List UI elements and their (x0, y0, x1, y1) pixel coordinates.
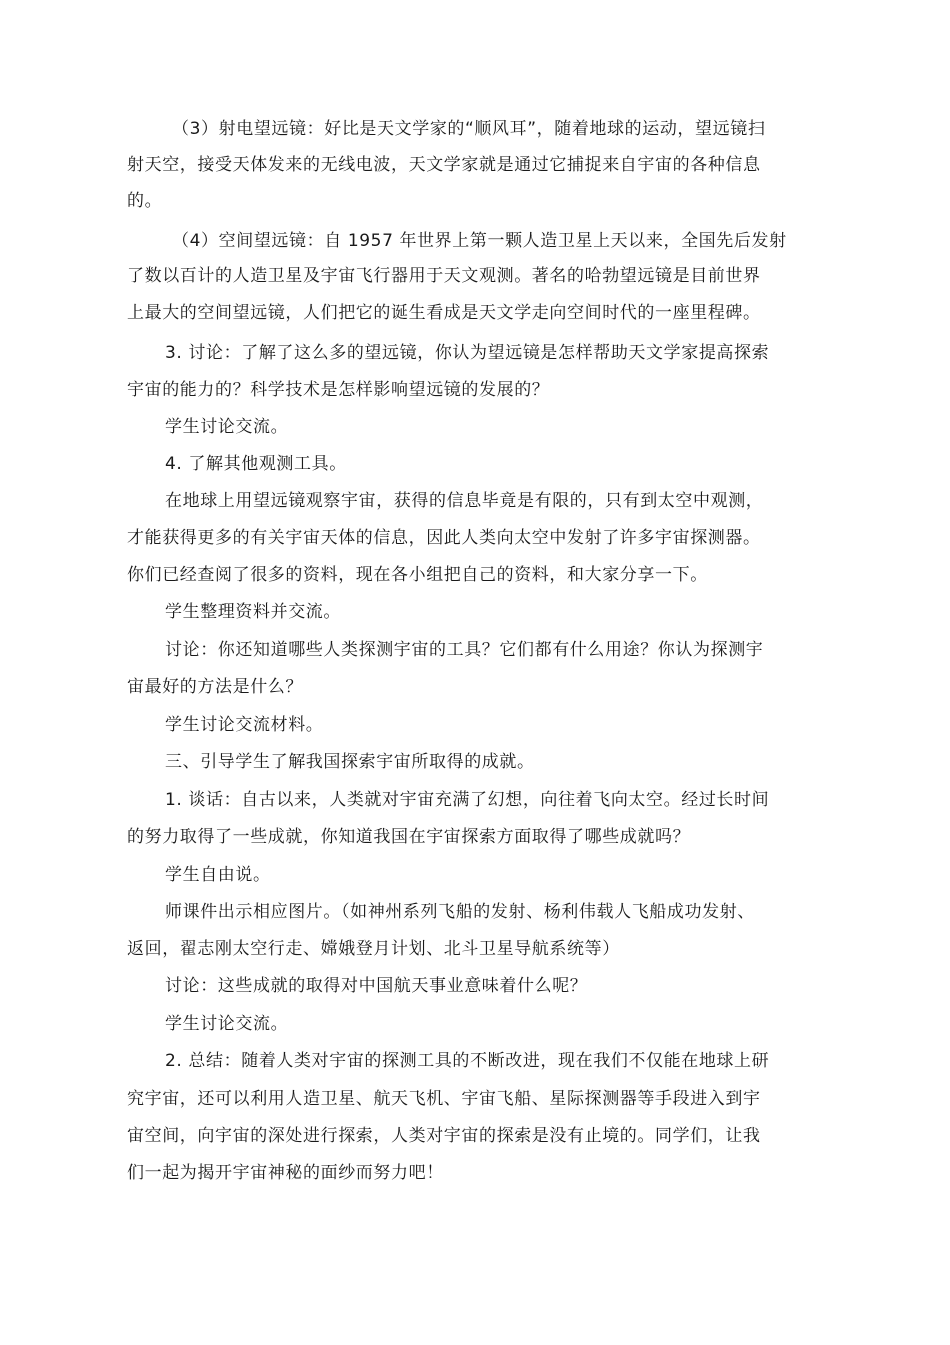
paragraph-line: 讨论：这些成就的取得对中国航天事业意味着什么呢？ (165, 976, 588, 996)
paragraph-line: 宇宙的能力的？科学技术是怎样影响望远镜的发展的？ (127, 380, 550, 400)
paragraph-line: （3）射电望远镜：好比是天文学家的“顺风耳”，随着地球的运动，望远镜扫 (172, 119, 766, 139)
paragraph-line: 射天空，接受天体发来的无线电波，天文学家就是通过它捕捉来自宇宙的各种信息 (127, 155, 761, 175)
paragraph-line: 2. 总结：随着人类对宇宙的探测工具的不断改进，现在我们不仅能在地球上研 (165, 1051, 770, 1071)
paragraph-line: 才能获得更多的有关宇宙天体的信息，因此人类向太空中发射了许多宇宙探测器。 (127, 528, 761, 548)
paragraph-line: 学生讨论交流材料。 (165, 715, 324, 735)
paragraph-line: 4. 了解其他观测工具。 (165, 454, 347, 474)
paragraph-line: 师课件出示相应图片。（如神州系列飞船的发射、杨利伟载人飞船成功发射、 (165, 902, 755, 922)
paragraph-line: 上最大的空间望远镜，人们把它的诞生看成是天文学走向空间时代的一座里程碑。 (127, 303, 761, 323)
paragraph-line: 3. 讨论：了解了这么多的望远镜，你认为望远镜是怎样帮助天文学家提高探索 (165, 343, 770, 363)
paragraph-line: 们一起为揭开宇宙神秘的面纱而努力吧！ (127, 1163, 444, 1183)
paragraph-line: 学生自由说。 (165, 865, 271, 885)
paragraph-line: 学生整理资料并交流。 (165, 602, 341, 622)
paragraph-line: 你们已经查阅了很多的资料，现在各小组把自己的资料，和大家分享一下。 (127, 565, 708, 585)
section-heading: 三、引导学生了解我国探索宇宙所取得的成就。 (165, 752, 535, 772)
paragraph-line: 在地球上用望远镜观察宇宙，获得的信息毕竟是有限的，只有到太空中观测， (165, 491, 764, 511)
paragraph-line: 讨论：你还知道哪些人类探测宇宙的工具？它们都有什么用途？你认为探测宇 (165, 640, 764, 660)
paragraph-line: 了数以百计的人造卫星及宇宙飞行器用于天文观测。著名的哈勃望远镜是目前世界 (127, 266, 761, 286)
paragraph-line: 返回，翟志刚太空行走、嫦娥登月计划、北斗卫星导航系统等） (127, 939, 620, 959)
paragraph-line: 1. 谈话：自古以来，人类就对宇宙充满了幻想，向往着飞向太空。经过长时间 (165, 790, 770, 810)
paragraph-line: 学生讨论交流。 (165, 417, 289, 437)
paragraph-line: 宙最好的方法是什么？ (127, 677, 303, 697)
paragraph-line: 学生讨论交流。 (165, 1014, 289, 1034)
paragraph-line: （4）空间望远镜：自 1957 年世界上第一颗人造卫星上天以来，全国先后发射 (172, 231, 787, 251)
paragraph-line: 宙空间，向宇宙的深处进行探索，人类对宇宙的探索是没有止境的。同学们，让我 (127, 1126, 761, 1146)
paragraph-line: 的。 (127, 191, 163, 211)
paragraph-line: 的努力取得了一些成就，你知道我国在宇宙探索方面取得了哪些成就吗？ (127, 827, 691, 847)
paragraph-line: 究宇宙，还可以利用人造卫星、航天飞机、宇宙飞船、星际探测器等手段进入到宇 (127, 1089, 761, 1109)
